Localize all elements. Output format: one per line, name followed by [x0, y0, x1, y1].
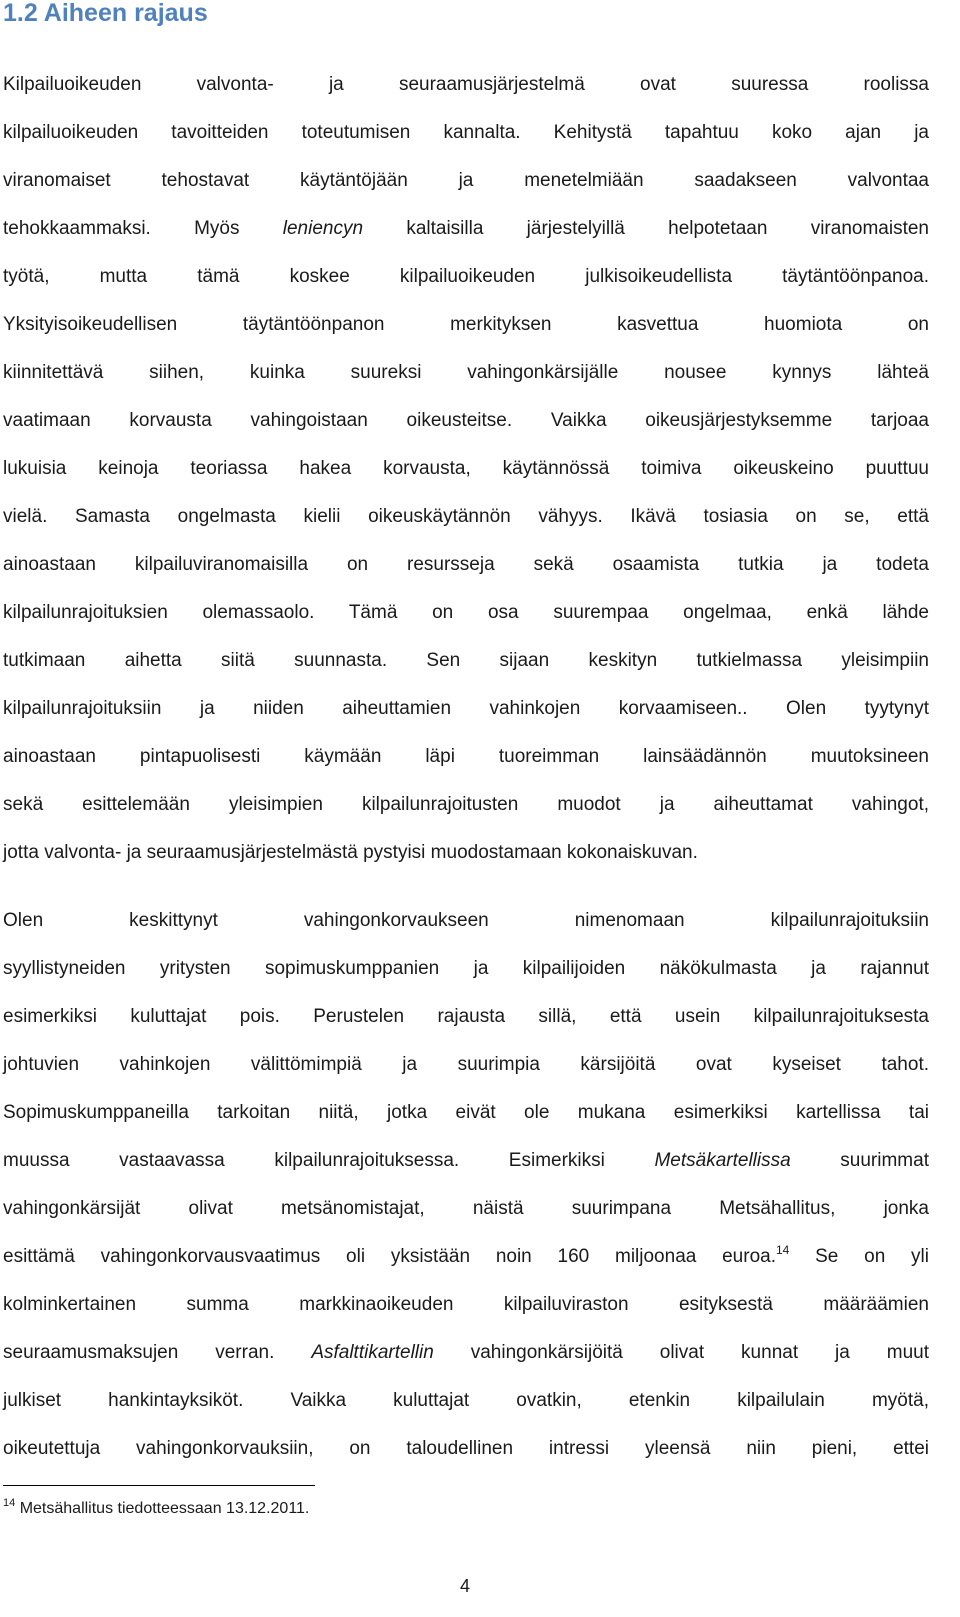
text-line: Sopimuskumppaneilla tarkoitan niitä, jotka eivät ole mukana esimerkiksi kartellissa tai	[3, 1102, 929, 1123]
text-line: ainoastaan pintapuolisesti käymään läpi tuoreimman lainsäädännön muutoksineen	[3, 746, 929, 767]
text-run: seuraamusmaksujen verran.	[3, 1342, 312, 1363]
text-line	[3, 1233, 929, 1281]
text-line: työtä, mutta tämä koskee kilpailuoikeuden julkisoikeudellista täytäntöönpanoa.	[3, 266, 929, 287]
text-line: ainoastaan kilpailuviranomaisilla on resursseja sekä osaamista tutkia ja todeta	[3, 554, 929, 575]
text-run: suurimmat	[790, 1150, 929, 1171]
text-line	[3, 1137, 929, 1185]
text-run: tehokkaammaksi. Myös	[3, 218, 283, 239]
paragraph-focus	[3, 897, 929, 1473]
text-line	[3, 1329, 929, 1377]
text-line: Kilpailuoikeuden valvonta- ja seuraamusjärjestelmä ovat suuressa roolissa	[3, 74, 929, 95]
italic-term: leniencyn	[282, 218, 364, 239]
text-line: julkiset hankintayksiköt. Vaikka kuluttajat ovatkin, etenkin kilpailulain myötä,	[3, 1390, 929, 1411]
footnote	[3, 1497, 309, 1521]
text-line: vahingonkärsijät olivat metsänomistajat, näistä suurimpana Metsähallitus, jonka	[3, 1198, 929, 1219]
text-line: vielä. Samasta ongelmasta kielii oikeuskäytännön vähyys. Ikävä tosiasia on se, että	[3, 506, 929, 527]
text-line: lukuisia keinoja teoriassa hakea korvausta, käytännössä toimiva oikeuskeino puuttuu	[3, 458, 929, 479]
text-line: esimerkiksi kuluttajat pois. Perustelen rajausta sillä, että usein kilpailunrajoituksesta	[3, 1006, 929, 1027]
text-line: johtuvien vahinkojen välittömimpiä ja suurimpia kärsijöitä ovat kyseiset tahot.	[3, 1054, 929, 1075]
text-line: vaatimaan korvausta vahingoistaan oikeusteitse. Vaikka oikeusjärjestyksemme tarjoaa	[3, 410, 929, 431]
italic-term: Metsäkartellissa	[654, 1150, 791, 1171]
text-line: kilpailunrajoituksiin ja niiden aiheuttamien vahinkojen korvaamiseen.. Olen tyytynyt	[3, 698, 929, 719]
text-line	[3, 205, 929, 253]
text-line: kilpailuoikeuden tavoitteiden toteutumisen kannalta. Kehitystä tapahtuu koko ajan ja	[3, 122, 929, 143]
text-line: Olen keskittynyt vahingonkorvaukseen nimenomaan kilpailunrajoituksiin	[3, 910, 929, 931]
section-heading: 1.2 Aiheen rajaus	[3, 0, 208, 27]
text-line: kolminkertainen summa markkinaoikeuden kilpailuviraston esityksestä määräämien	[3, 1294, 929, 1315]
italic-term: Asfalttikartellin	[311, 1342, 434, 1363]
text-run: esittämä vahingonkorvausvaatimus oli yksistään noin 160 miljoonaa euroa.	[3, 1246, 776, 1267]
footnote-text: Metsähallitus tiedotteessaan 13.12.2011.	[15, 1500, 310, 1517]
text-line: kilpailunrajoituksien olemassaolo. Tämä on osa suurempaa ongelmaa, enkä lähde	[3, 602, 929, 623]
text-line: jotta valvonta- ja seuraamusjärjestelmästä pystyisi muodostamaan kokonaiskuvan.	[3, 842, 698, 863]
text-line: Yksityisoikeudellisen täytäntöönpanon merkityksen kasvettua huomiota on	[3, 314, 929, 335]
text-run: Se on yli	[789, 1246, 930, 1267]
footnote-separator	[3, 1485, 315, 1486]
footnote-reference[interactable]: 14	[775, 1243, 790, 1257]
text-line: oikeutettuja vahingonkorvauksiin, on taloudellinen intressi yleensä niin pieni, ettei	[3, 1438, 929, 1459]
text-run: muussa vastaavassa kilpailunrajoituksessa. Esimerkiksi	[3, 1150, 655, 1171]
text-line: sekä esittelemään yleisimpien kilpailunrajoitusten muodot ja aiheuttamat vahingot,	[3, 794, 929, 815]
page-number: 4	[459, 1576, 470, 1596]
paragraph-scope	[3, 61, 929, 877]
text-line: kiinnitettävä siihen, kuinka suureksi vahingonkärsijälle nousee kynnys lähteä	[3, 362, 929, 383]
text-line: tutkimaan aihetta siitä suunnasta. Sen sijaan keskityn tutkielmassa yleisimpiin	[3, 650, 929, 671]
footnote-marker: 14	[3, 1497, 16, 1509]
text-run: vahingonkärsijöitä olivat kunnat ja muut	[433, 1342, 929, 1363]
text-run: kaltaisilla järjestelyillä helpotetaan viranomaisten	[363, 218, 929, 239]
text-line: syyllistyneiden yritysten sopimuskumppanien ja kilpailijoiden näkökulmasta ja rajannut	[3, 958, 929, 979]
text-line: viranomaiset tehostavat käytäntöjään ja menetelmiään saadakseen valvontaa	[3, 170, 929, 191]
